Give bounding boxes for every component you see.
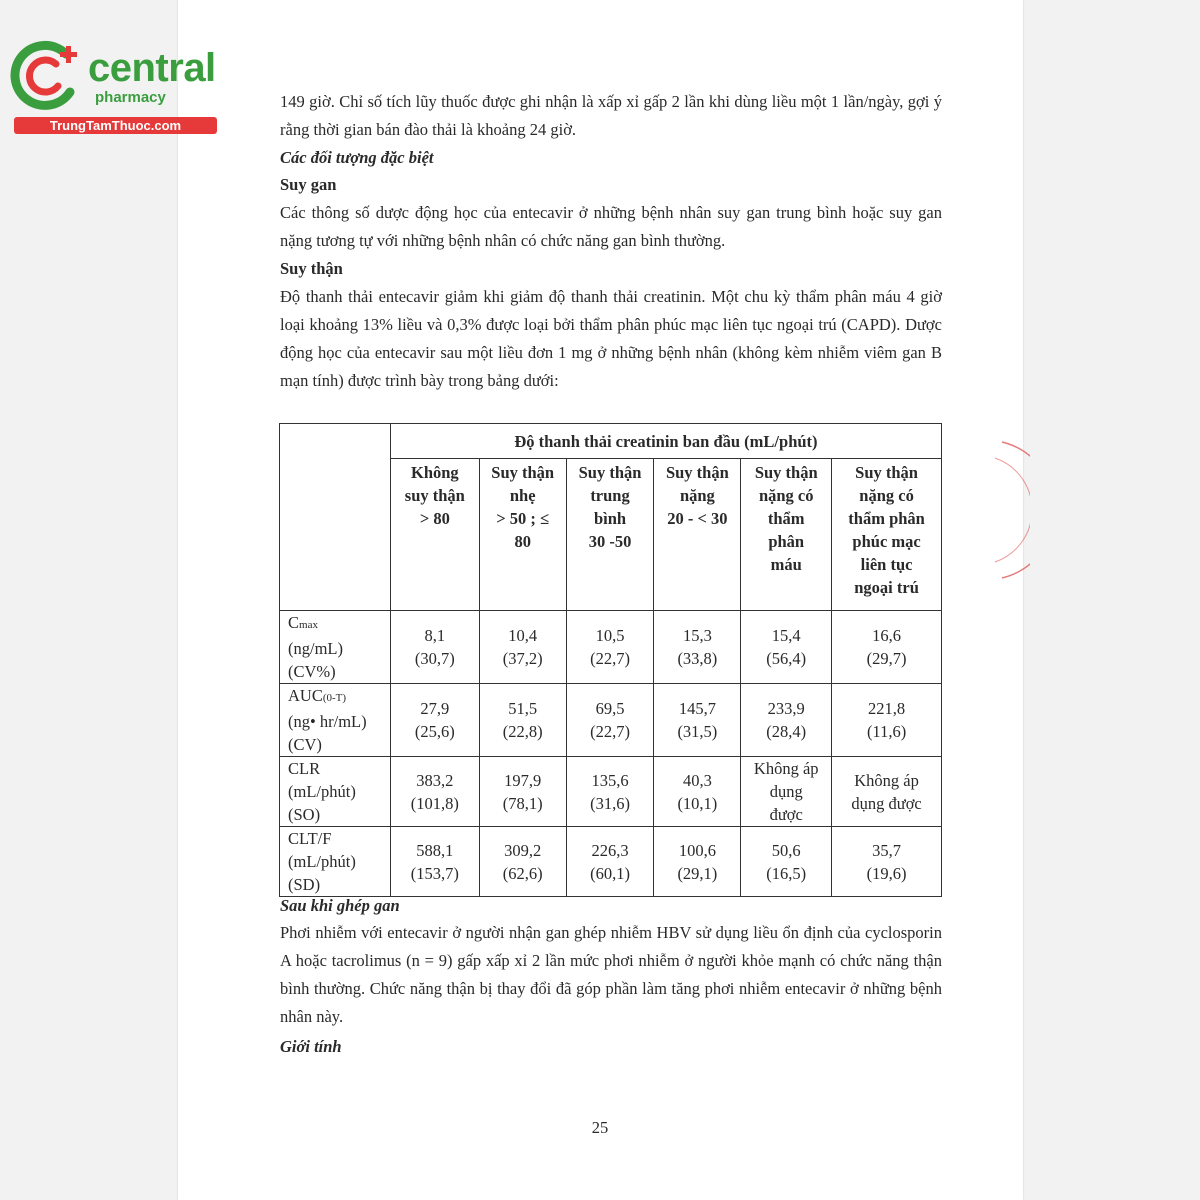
pharmacokinetics-table — [279, 423, 942, 897]
column-header-line: nhẹ — [509, 486, 536, 505]
table-cell-line: (22,7) — [590, 722, 630, 741]
table-cell — [654, 757, 741, 827]
column-header-line: > 50 ; ≤ — [496, 509, 550, 528]
table-cell-line: (10,1) — [677, 793, 718, 813]
table-cell-line: (31,5) — [677, 722, 718, 741]
row-label-line: (ng/mL) — [288, 639, 343, 658]
table-cell — [390, 757, 479, 827]
column-header-line: Suy thận — [578, 463, 642, 482]
table-cell-line: (60,1) — [590, 863, 630, 883]
table-cell-line: 40,3 — [682, 770, 712, 790]
table-cell — [654, 827, 741, 897]
table-row — [280, 827, 942, 897]
table-cell-line: (11,6) — [866, 722, 907, 741]
column-header-3 — [566, 459, 654, 611]
logo-site-banner: TrungTamThuoc.com — [14, 117, 217, 134]
table-cell-line: (19,6) — [866, 863, 907, 883]
table-cell-line: 10,5 — [595, 626, 625, 645]
table-cell-line: (16,5) — [766, 863, 807, 883]
table-cell — [741, 611, 832, 684]
table-cell — [390, 827, 479, 897]
table-cell-line: 100,6 — [678, 840, 716, 860]
table-cell — [832, 827, 942, 897]
table-cell — [390, 611, 479, 684]
row-label-main: CLT/F — [288, 829, 332, 848]
table-row — [280, 611, 942, 684]
table-cell-line: 233,9 — [767, 699, 805, 718]
column-header-line: Suy thận — [754, 463, 818, 482]
table-cell-line: 145,7 — [678, 699, 716, 718]
row-label-line: (mL/phút) — [288, 852, 356, 871]
table-cell-line: (101,8) — [410, 793, 459, 813]
document-content — [280, 88, 942, 395]
transplant-heading: Sau khi ghép gan — [280, 896, 400, 915]
table-cell — [566, 757, 654, 827]
row-label-subscript: (0-T) — [322, 692, 347, 704]
column-header-line: thẩm — [767, 509, 805, 528]
renal-paragraph: Độ thanh thải entecavir giảm khi giảm độ thanh thải creatinin. Một chu kỳ thẩm phân máu 4 giờ loại khoảng 13% liều và 0,3% được loại bởi thẩm phân phúc mạc liên tục ngoại trú (CAPD). Dược động học của entecavir sau một liều đơn 1 mg ở những bệnh nhân (không kèm nhiễm viêm gan B mạn tính) được trình bày trong bảng dưới: — [280, 287, 942, 390]
table-cell — [832, 757, 942, 827]
column-header-4 — [654, 459, 741, 611]
table-cell-line: 15,4 — [771, 626, 801, 645]
table-row — [280, 757, 942, 827]
logo-sub-text: pharmacy — [95, 89, 166, 106]
column-header-line: bình — [593, 509, 627, 528]
row-label-main: Cmax — [288, 613, 318, 632]
row-label-line: (SD) — [288, 875, 321, 894]
table-cell-line: 8,1 — [424, 626, 446, 645]
table-cell-line: (22,8) — [502, 722, 543, 741]
table-cell — [390, 684, 479, 757]
table-cell-line: 15,3 — [682, 626, 712, 645]
transplant-section — [280, 892, 942, 1060]
special-populations-heading: Các đối tượng đặc biệt — [280, 148, 434, 167]
table-cell — [566, 827, 654, 897]
table-cell — [741, 757, 832, 827]
column-header-line: nặng có — [859, 486, 914, 505]
column-header-line: phân — [768, 532, 805, 551]
table-cell-line: 10,4 — [508, 626, 538, 645]
row-label-main: AUC(0-T) — [288, 686, 347, 705]
liver-paragraph: Các thông số dược động học của entecavir ở những bệnh nhân suy gan trung bình hoặc suy gan nặng tương tự với những bệnh nhân có chức năng gan bình thường. — [280, 203, 942, 250]
table-cell-line: dụng — [769, 782, 803, 801]
table-cell-line: Không áp — [753, 759, 819, 778]
table-cell-line: 221,8 — [868, 699, 906, 718]
table-cell-line: 135,6 — [591, 770, 629, 790]
table-cell-line: (153,7) — [410, 863, 459, 883]
table-cell-line: (22,7) — [590, 649, 630, 668]
table-cell-line: 35,7 — [872, 840, 902, 860]
column-header-2 — [479, 459, 566, 611]
table-cell-line: 16,6 — [872, 626, 902, 645]
table-cell-line: (33,8) — [677, 649, 718, 668]
table-cell-line: 50,6 — [771, 840, 801, 860]
column-header-line: thẩm phân — [848, 509, 925, 528]
table-cell — [566, 611, 654, 684]
column-header-line: nặng — [679, 486, 715, 505]
table-cell — [566, 684, 654, 757]
table-cell-line: (37,2) — [502, 649, 543, 668]
liver-heading: Suy gan — [280, 175, 337, 194]
column-header-line: Suy thận — [491, 463, 555, 482]
table-cell-line: 197,9 — [504, 770, 542, 790]
row-label — [280, 757, 391, 827]
table-cell-line: 69,5 — [595, 699, 625, 718]
table-row — [280, 684, 942, 757]
table-cell — [479, 757, 566, 827]
table-cell — [741, 684, 832, 757]
row-label — [280, 611, 391, 684]
row-label-line: (CV%) — [288, 662, 336, 681]
table-cell-line: được — [769, 805, 803, 824]
table-cell-line: 226,3 — [591, 840, 629, 860]
row-label — [280, 684, 391, 757]
column-header-5 — [741, 459, 832, 611]
table-cell — [479, 611, 566, 684]
column-header-6 — [832, 459, 942, 611]
table-cell — [654, 611, 741, 684]
table-cell — [479, 827, 566, 897]
renal-heading: Suy thận — [280, 259, 343, 278]
intro-paragraph: 149 giờ. Chỉ số tích lũy thuốc được ghi nhận là xấp xỉ gấp 2 lần khi dùng liều một 1 lần/ngày, gợi ý rằng thời gian bán đào thải là khoảng 24 giờ. — [280, 92, 942, 139]
column-header-line: Suy thận — [855, 463, 918, 482]
table-cell-line: (30,7) — [414, 649, 455, 668]
column-header-line: suy thận — [404, 486, 465, 505]
transplant-paragraph: Phơi nhiễm với entecavir ở người nhận gan ghép nhiễm HBV sử dụng liều ổn định của cyclosporin A hoặc tacrolimus (n = 9) gấp xấp xỉ 2 lần mức phơi nhiễm ở người khỏe mạnh có chức năng thận bình thường. Chức năng thận bị thay đổi đã góp phần làm tăng phơi nhiễm entecavir ở những bệnh nhân này. — [280, 923, 942, 1026]
column-header-line: nặng có — [758, 486, 814, 505]
table-group-header: Độ thanh thải creatinin ban đầu (mL/phút) — [390, 424, 941, 459]
column-header-line: phúc mạc — [852, 532, 921, 551]
table-cell-line: (29,1) — [677, 863, 718, 883]
table-cell — [832, 611, 942, 684]
row-label-line: (ng• hr/mL) — [288, 712, 367, 731]
table-cell-line: (29,7) — [866, 649, 907, 668]
table-cell-line: (56,4) — [766, 649, 807, 668]
column-header-line: liên tục — [860, 555, 913, 574]
column-header-line: Suy thận — [665, 463, 729, 482]
column-header-line: > 80 — [419, 509, 450, 528]
row-label-line: (CV) — [288, 735, 322, 754]
table-cell-line: (28,4) — [766, 722, 807, 741]
table-cell — [479, 684, 566, 757]
table-cell — [832, 684, 942, 757]
column-header-line: ngoại trú — [854, 578, 919, 597]
row-label-line: (mL/phút) — [288, 782, 356, 801]
table-cell-line: dụng được — [851, 793, 922, 813]
red-stamp-mark — [990, 440, 1030, 580]
gender-heading: Giới tính — [280, 1037, 342, 1056]
table-cell-line: 383,2 — [416, 770, 454, 790]
table-cell-line: 27,9 — [420, 699, 450, 718]
row-label-main: CLR — [288, 759, 321, 778]
logo-brand-text: central — [88, 46, 216, 90]
row-label-subscript: max — [299, 619, 318, 631]
row-label — [280, 827, 391, 897]
column-header-line: trung — [590, 486, 630, 505]
column-header-line: máu — [770, 555, 802, 574]
table-cell-line: 309,2 — [504, 840, 542, 860]
page-number: 25 — [591, 1118, 609, 1137]
column-header-line: Không — [410, 463, 459, 482]
column-header-line: 20 - < 30 — [667, 509, 728, 528]
table-cell — [741, 827, 832, 897]
table-cell — [654, 684, 741, 757]
table-cell-line: (62,6) — [502, 863, 543, 883]
logo-mark-icon — [8, 34, 88, 118]
column-header-1 — [390, 459, 479, 611]
table-cell-line: (31,6) — [590, 793, 630, 813]
table-cell-line: (25,6) — [414, 722, 455, 741]
table-cell-line: 588,1 — [416, 840, 454, 860]
table-corner-cell — [280, 424, 391, 611]
table-cell-line: 51,5 — [508, 699, 538, 718]
row-label-line: (SO) — [288, 805, 321, 824]
table-cell-line: Không áp — [854, 770, 919, 790]
central-pharmacy-logo[interactable] — [8, 34, 218, 138]
table-cell-line: (78,1) — [502, 793, 543, 813]
column-header-line: 80 — [514, 532, 531, 551]
column-header-line: 30 -50 — [588, 532, 632, 551]
